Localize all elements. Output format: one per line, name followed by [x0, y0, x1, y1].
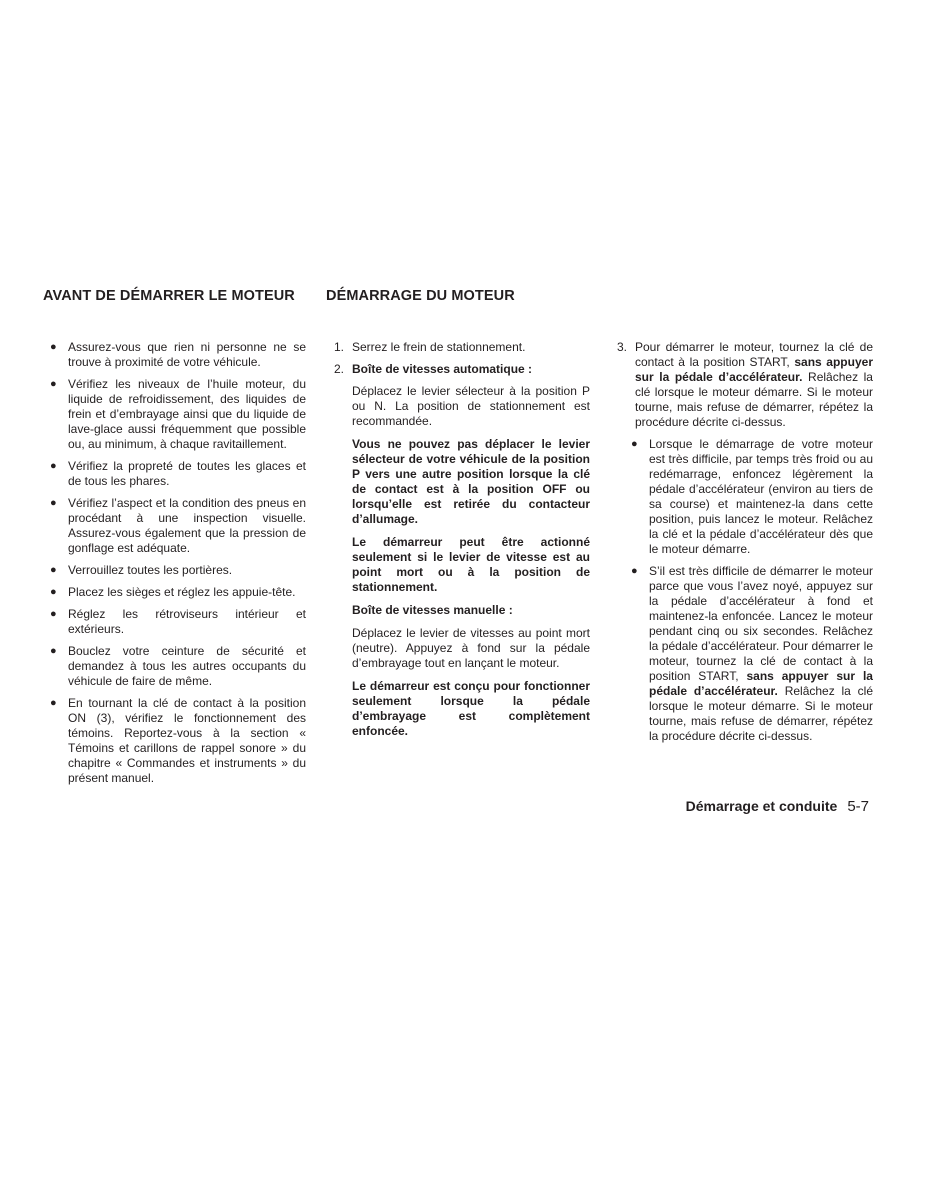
step-3: 3. Pour démarrer le moteur, tournez la clé de contact à la position START, sans appuyer sur la pédale d’accélérateur. Relâchez la clé lorsque le moteur démarre. Si le moteur tourne, mais refuse de démarrer, répétez la procédure décrite ci-dessus.	[617, 340, 873, 429]
bullet-icon: ●	[50, 460, 57, 472]
list-item: ● Verrouillez toutes les portières.	[50, 563, 233, 577]
section-heading-before-start: AVANT DE DÉMARRER LE MOTEUR	[43, 288, 295, 304]
left-column	[50, 340, 306, 793]
page-number: 5-7	[847, 798, 869, 815]
bullet-icon: ●	[50, 645, 57, 657]
automatic-warning-1: Vous ne pouvez pas déplacer le levier sélecteur de votre véhicule de la position P vers une autre position lorsque la clé de contact est à la position OFF ou lorsqu’elle est retirée du contacteur d’allumage.	[352, 437, 590, 526]
right-column	[617, 340, 873, 751]
list-item: ● Placez les sièges et réglez les appuie-tête.	[50, 585, 296, 599]
list-item: ● S’il est très difficile de démarrer le moteur parce que vous l’avez noyé, appuyez sur la pédale d’accélérateur à fond et maintenez-la enfoncée. Lancez le moteur pendant cinq ou six secondes. Relâchez la pédale d’accélérateur. Pour démarrer le moteur, tournez la clé de contact à la position START, sans appuyer sur la pédale d’accélérateur. Relâchez la clé lorsque le moteur démarre. Si le moteur tourne, mais refuse de démarrer, répétez la procédure décrite ci-dessus.	[631, 564, 873, 743]
automatic-warning-2: Le démarreur peut être actionné seulement si le levier de vitesse est au point mort ou à la position de stationnement.	[352, 535, 590, 594]
bullet-icon: ●	[50, 608, 57, 620]
manual-warning: Le démarreur est conçu pour fonctionner seulement lorsque la pédale d’embrayage est complètement enfoncée.	[352, 679, 590, 738]
automatic-transmission-title: Boîte de vitesses automatique :	[352, 362, 533, 376]
bullet-icon: ●	[50, 697, 57, 709]
footer-section-title: Démarrage et conduite	[685, 798, 838, 814]
step-1: 1. Serrez le frein de stationnement.	[334, 340, 526, 354]
automatic-transmission-text: Déplacez le levier sélecteur à la position P ou N. La position de stationnement est recommandée.	[352, 384, 590, 428]
bullet-icon: ●	[631, 438, 638, 450]
list-item: ● Lorsque le démarrage de votre moteur est très difficile, par temps très froid ou au redémarrage, enfoncez légèrement la pédale d’accélérateur (environ au tiers de sa course) et maintenez-la dans cette position, puis lancez le moteur. Relâchez la clé et la pédale d’accélérateur dès que le moteur démarre.	[631, 437, 873, 556]
bullet-icon: ●	[50, 497, 57, 509]
bullet-icon: ●	[631, 565, 638, 577]
list-item: ● En tournant la clé de contact à la position ON (3), vérifiez le fonctionnement des témoins. Reportez-vous à la section « Témoins et carillons de rappel sonore » du chapitre « Commandes et instruments » du présent manuel.	[50, 696, 306, 785]
bullet-icon: ●	[50, 378, 57, 390]
step-2: 2. Boîte de vitesses automatique :	[334, 362, 533, 376]
list-item: ● Vérifiez l’aspect et la condition des pneus en procédant à une inspection visuelle. Assurez-vous également que la pression de gonflage est adéquate.	[50, 496, 306, 555]
list-item: ● Vérifiez la propreté de toutes les glaces et de tous les phares.	[50, 459, 306, 488]
list-item: ● Assurez-vous que rien ni personne ne se trouve à proximité de votre véhicule.	[50, 340, 306, 369]
list-item: ● Réglez les rétroviseurs intérieur et extérieurs.	[50, 607, 306, 636]
page-footer	[686, 798, 869, 815]
bullet-icon: ●	[50, 564, 57, 576]
list-item: ● Bouclez votre ceinture de sécurité et demandez à tous les autres occupants du véhicule de faire de même.	[50, 644, 306, 688]
bullet-icon: ●	[50, 341, 57, 353]
bullet-icon: ●	[50, 586, 57, 598]
section-heading-starting-engine: DÉMARRAGE DU MOTEUR	[326, 288, 515, 304]
manual-transmission-text: Déplacez le levier de vitesses au point mort (neutre). Appuyez à fond sur la pédale d’embrayage tout en lançant le moteur.	[352, 626, 590, 670]
manual-transmission-title: Boîte de vitesses manuelle :	[352, 603, 513, 617]
center-column	[334, 340, 590, 747]
list-item: ● Vérifiez les niveaux de l’huile moteur, du liquide de refroidissement, des liquides de frein et d’embrayage ainsi que du liquide de lave-glace aussi fréquemment que possible ou, au minimum, à chaque ravitaillement.	[50, 377, 306, 451]
